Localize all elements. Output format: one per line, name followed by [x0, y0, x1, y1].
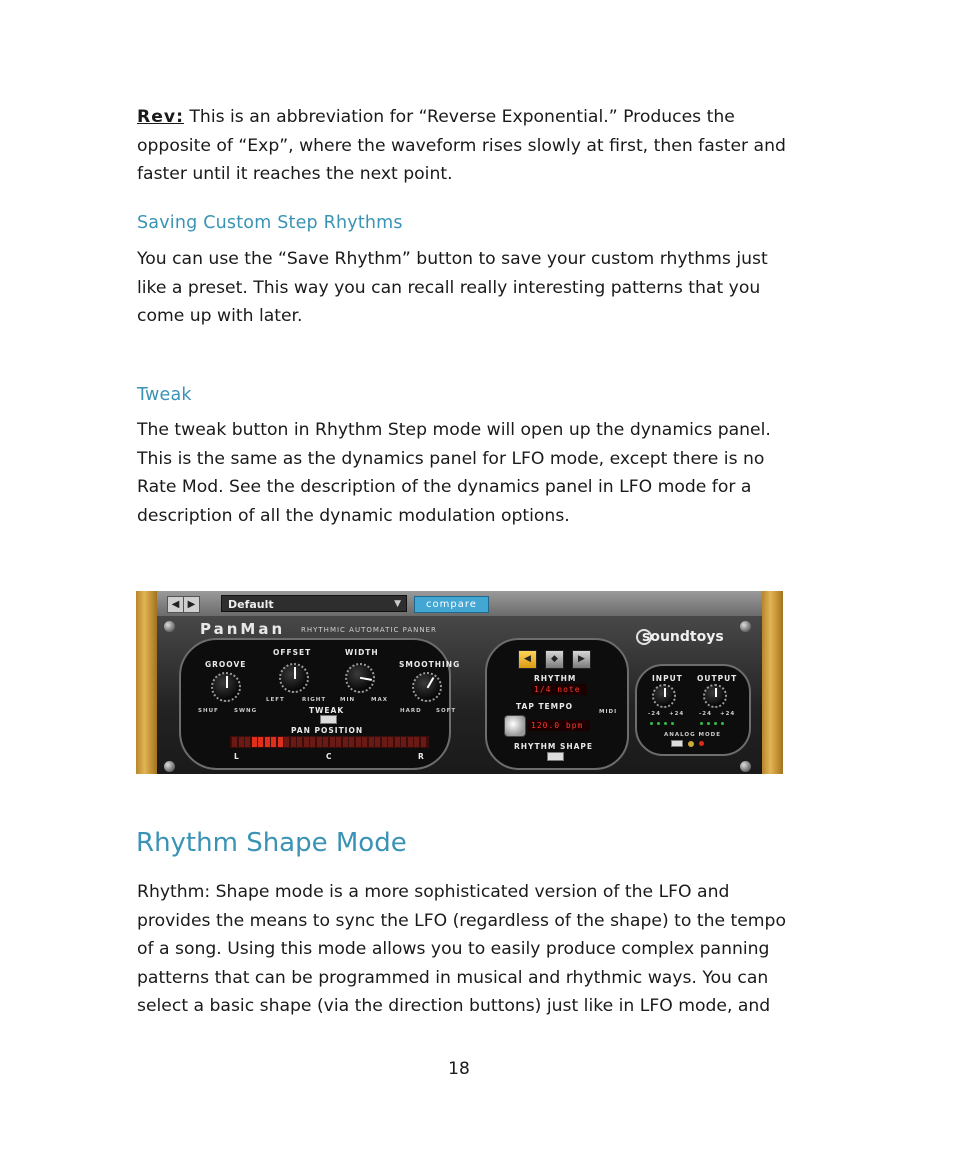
output-label: OUTPUT: [697, 674, 738, 683]
pan-meter-segment: [362, 737, 367, 747]
pan-meter-segment: [278, 737, 283, 747]
rhythm-mode-button[interactable]: ◆: [545, 650, 564, 669]
saving-paragraph: You can use the “Save Rhythm” button to save your custom rhythms just like a preset. This way you can recall really interesting patterns that you come up with later.: [137, 249, 768, 326]
pan-meter-segment: [304, 737, 309, 747]
pan-meter-segment: [382, 737, 387, 747]
rev-text: This is an abbreviation for “Reverse Exponential.” Produces the opposite of “Exp”, where the waveform rises slowly at first, then faster and faster until it reaches the next point.: [137, 107, 786, 184]
compare-button[interactable]: compare: [414, 596, 489, 613]
rhythm-shape-heading: Rhythm Shape Mode: [136, 828, 407, 858]
width-label: WIDTH: [345, 648, 379, 657]
pan-meter-segment: [330, 737, 335, 747]
analog-mode-switch[interactable]: [671, 740, 683, 747]
rhythm-next-button[interactable]: ▶: [572, 650, 591, 669]
offset-knob[interactable]: [279, 663, 309, 693]
output-knob[interactable]: [703, 684, 727, 708]
preset-bar: [157, 591, 762, 616]
plugin-brand: PanMan: [200, 620, 286, 638]
pan-position-meter: [230, 736, 429, 748]
pan-meter-segment: [408, 737, 413, 747]
screw-icon: [740, 761, 751, 772]
tweak-switch[interactable]: [320, 715, 337, 724]
pan-center-label: C: [326, 752, 333, 761]
tweak-heading: Tweak: [137, 385, 192, 405]
preset-next-button[interactable]: ▶: [183, 596, 200, 613]
smoothing-min-label: HARD: [400, 708, 422, 714]
pan-meter-segment: [421, 737, 426, 747]
preset-dropdown[interactable]: [221, 595, 407, 612]
width-knob[interactable]: [345, 663, 375, 693]
pan-meter-segment: [356, 737, 361, 747]
smoothing-label: SMOOTHING: [399, 660, 461, 669]
midi-label: MIDI: [599, 709, 618, 715]
pan-meter-segment: [336, 737, 341, 747]
output-min-label: -24: [699, 711, 712, 717]
panman-plugin-screenshot: [136, 591, 783, 774]
pan-meter-segment: [265, 737, 270, 747]
chevron-down-icon: ▼: [394, 599, 401, 609]
groove-knob[interactable]: [211, 672, 241, 702]
pan-meter-segment: [232, 737, 237, 747]
pan-left-label: L: [234, 752, 240, 761]
saving-heading: Saving Custom Step Rhythms: [137, 213, 403, 233]
input-led: [671, 722, 674, 725]
pan-meter-segment: [401, 737, 406, 747]
pan-meter-segment: [252, 737, 257, 747]
width-min-label: MIN: [340, 697, 356, 703]
smoothing-knob[interactable]: [412, 672, 442, 702]
tweak-paragraph: The tweak button in Rhythm Step mode will open up the dynamics panel. This is the same as the dynamics panel for LFO mode, except there is no Rate Mod. See the description of the dynamics panel in LFO mode for a description of all the dynamic modulation options.: [137, 420, 771, 526]
plugin-subtitle: RHYTHMIC AUTOMATIC PANNER: [301, 626, 437, 634]
width-max-label: MAX: [371, 697, 388, 703]
input-led: [650, 722, 653, 725]
page-number: 18: [448, 1059, 470, 1079]
pan-meter-segment: [317, 737, 322, 747]
offset-label: OFFSET: [273, 648, 312, 657]
screw-icon: [164, 761, 175, 772]
soundtoys-logo: [636, 629, 724, 645]
tap-tempo-button[interactable]: [504, 715, 526, 737]
pan-meter-segment: [343, 737, 348, 747]
input-label: INPUT: [652, 674, 683, 683]
input-led: [657, 722, 660, 725]
rhythm-shape-paragraph: Rhythm: Shape mode is a more sophisticated version of the LFO and provides the means to sync the LFO (regardless of the shape) to the tempo of a song. Using this mode allows you to easily produce complex panning patterns that can be programmed in musical and rhythmic ways. You can select a basic shape (via the direction buttons) just like in LFO mode, and: [137, 882, 786, 1016]
smoothing-max-label: SOFT: [436, 708, 457, 714]
pan-meter-segment: [375, 737, 380, 747]
output-max-label: +24: [720, 711, 736, 717]
pan-meter-segment: [323, 737, 328, 747]
offset-min-label: LEFT: [266, 697, 285, 703]
screw-icon: [740, 621, 751, 632]
output-led: [707, 722, 710, 725]
output-led: [714, 722, 717, 725]
analog-mode-knob[interactable]: [688, 741, 694, 747]
right-wood-panel: [762, 591, 783, 774]
tempo-value-display[interactable]: 120.0 bpm: [528, 720, 590, 731]
rhythm-prev-button[interactable]: ◀: [518, 650, 537, 669]
input-max-label: +24: [669, 711, 685, 717]
tweak-label: TWEAK: [309, 706, 345, 715]
rhythm-shape-label: RHYTHM SHAPE: [514, 742, 594, 751]
groove-min-label: SHUF: [198, 708, 219, 714]
pan-meter-segment: [291, 737, 296, 747]
output-led: [700, 722, 703, 725]
pan-right-label: R: [418, 752, 425, 761]
input-min-label: -24: [648, 711, 661, 717]
rhythm-value-display[interactable]: 1/4 note: [531, 684, 587, 695]
pan-meter-segment: [388, 737, 393, 747]
pan-meter-segment: [369, 737, 374, 747]
pan-meter-segment: [349, 737, 354, 747]
pan-meter-segment: [414, 737, 419, 747]
screw-icon: [164, 621, 175, 632]
pan-controls-panel: [179, 638, 451, 770]
logo-text: soundtoys: [642, 629, 724, 645]
pan-meter-segment: [271, 737, 276, 747]
rev-term: Rev:: [137, 107, 184, 127]
groove-max-label: SWNG: [234, 708, 258, 714]
pan-meter-segment: [284, 737, 289, 747]
groove-label: GROOVE: [205, 660, 247, 669]
analog-mode-label: ANALOG MODE: [664, 732, 722, 738]
output-led: [721, 722, 724, 725]
preset-name: Default: [228, 598, 274, 611]
pan-meter-segment: [245, 737, 250, 747]
pan-meter-segment: [395, 737, 400, 747]
left-wood-panel: [136, 591, 157, 774]
tap-tempo-label: TAP TEMPO: [516, 702, 574, 711]
pan-meter-segment: [239, 737, 244, 747]
pan-position-label: PAN POSITION: [291, 726, 364, 735]
preset-prev-button[interactable]: ◀: [167, 596, 184, 613]
input-led: [664, 722, 667, 725]
offset-max-label: RIGHT: [302, 697, 327, 703]
rhythm-shape-switch[interactable]: [547, 752, 564, 761]
pan-meter-segment: [310, 737, 315, 747]
rev-paragraph: [137, 103, 787, 189]
rhythm-label: RHYTHM: [534, 674, 577, 683]
input-knob[interactable]: [652, 684, 676, 708]
analog-mode-led: [699, 741, 704, 746]
pan-meter-segment: [297, 737, 302, 747]
pan-meter-segment: [258, 737, 263, 747]
